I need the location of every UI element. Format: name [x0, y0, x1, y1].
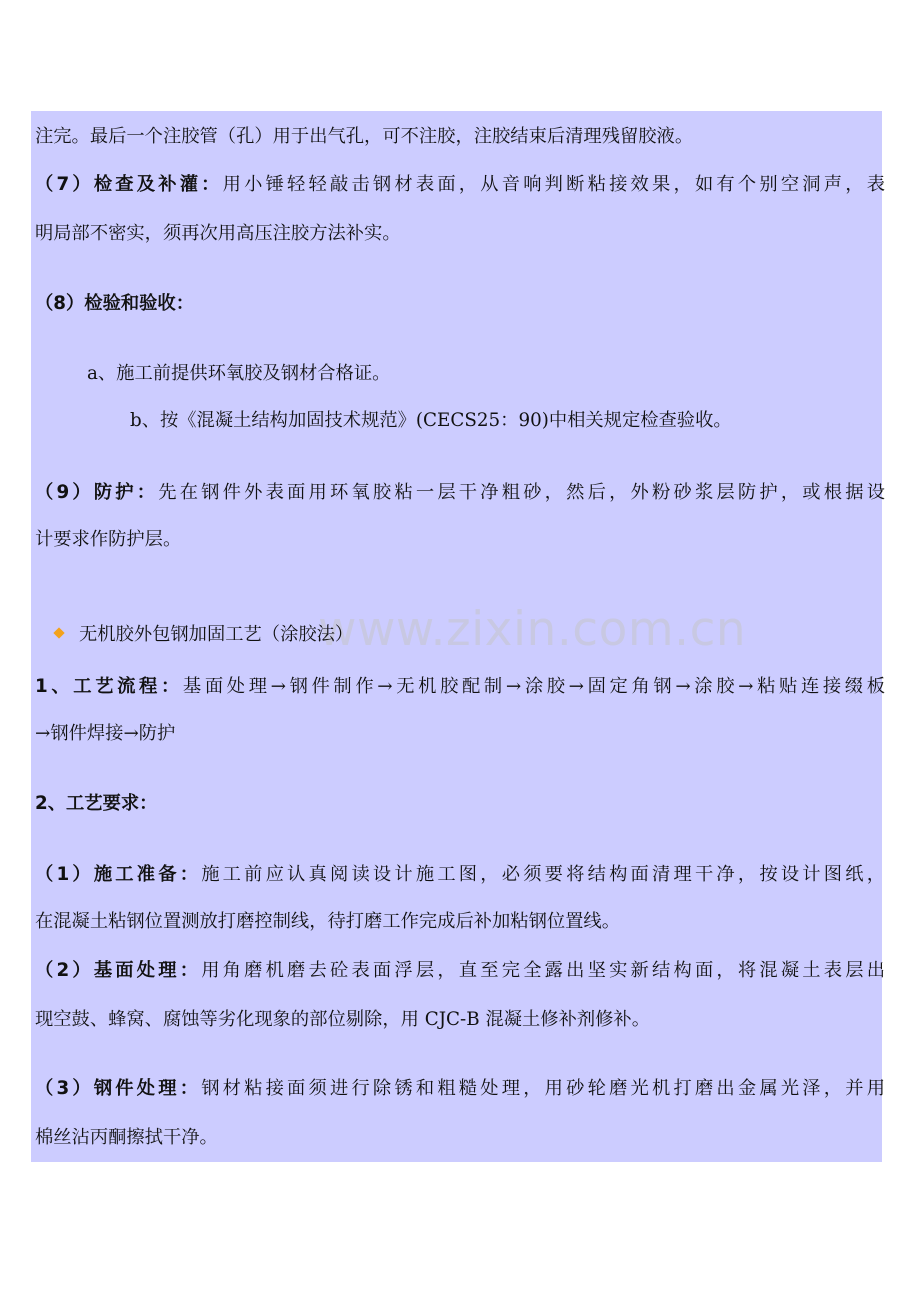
step-3-line	[35, 1074, 885, 1104]
item-a: a、施工前提供环氧胶及钢材合格证。	[87, 363, 391, 384]
step-9-text: 先在钢件外表面用环氧胶粘一层干净粗砂，然后，外粉砂浆层防护，或根据设	[158, 482, 885, 503]
step-7-line	[35, 170, 885, 200]
text-line: 在混凝土粘钢位置测放打磨控制线，待打磨工作完成后补加粘钢位置线。	[35, 911, 620, 932]
step-8-line	[35, 289, 885, 319]
step-2-label: （2）基面处理：	[35, 960, 202, 981]
diamond-bullet-icon	[53, 627, 64, 638]
text-line: 现空鼓、蜂窝、腐蚀等劣化现象的部位剔除，用 CJC-B 混凝土修补剂修补。	[35, 1009, 650, 1030]
requirements-label: 2、工艺要求：	[35, 793, 158, 814]
step-2-text: 用角磨机磨去砼表面浮层，直至完全露出坚实新结构面，将混凝土表层出	[201, 960, 885, 981]
text-line: 棉丝沾丙酮擦拭干净。	[35, 1127, 218, 1148]
text-line: 明局部不密实，须再次用高压注胶方法补实。	[35, 223, 401, 244]
process-label: 1、工艺流程：	[35, 676, 183, 697]
step-1-text: 施工前应认真阅读设计施工图，必须要将结构面清理干净，按设计图纸，	[201, 864, 885, 885]
watermark: www.zixin.com.cn	[318, 602, 747, 657]
step-9-label: （9）防护：	[35, 482, 159, 503]
step-3-text: 钢材粘接面须进行除锈和粗糙处理，用砂轮磨光机打磨出金属光泽，并用	[201, 1078, 885, 1099]
step-1-label: （1）施工准备：	[35, 864, 202, 885]
step-1-line	[35, 860, 885, 890]
step-9-line	[35, 478, 885, 508]
process-line	[35, 672, 885, 702]
process-text: 基面处理→钢件制作→无机胶配制→涂胶→固定角钢→涂胶→粘贴连接缀板	[182, 676, 885, 697]
text-line: 计要求作防护层。	[35, 529, 182, 550]
requirements-line	[35, 789, 885, 819]
section-heading	[50, 620, 870, 650]
step-8-label: （8）检验和验收：	[35, 293, 194, 314]
step-7-label: （7）检查及补灌：	[35, 174, 223, 195]
item-b: b、按《混凝土结构加固技术规范》(CECS25：90)中相关规定检查验收。	[130, 410, 732, 431]
step-3-label: （3）钢件处理：	[35, 1078, 202, 1099]
step-2-line	[35, 956, 885, 986]
section-title: 无机胶外包钢加固工艺（涂胶法）	[79, 624, 354, 645]
text-line: 注完。最后一个注胶管（孔）用于出气孔，可不注胶，注胶结束后清理残留胶液。	[35, 126, 694, 147]
text-line: →钢件焊接→防护	[35, 723, 176, 744]
step-7-text: 用小锤轻轻敲击钢材表面，从音响判断粘接效果，如有个别空洞声，表	[222, 174, 885, 195]
